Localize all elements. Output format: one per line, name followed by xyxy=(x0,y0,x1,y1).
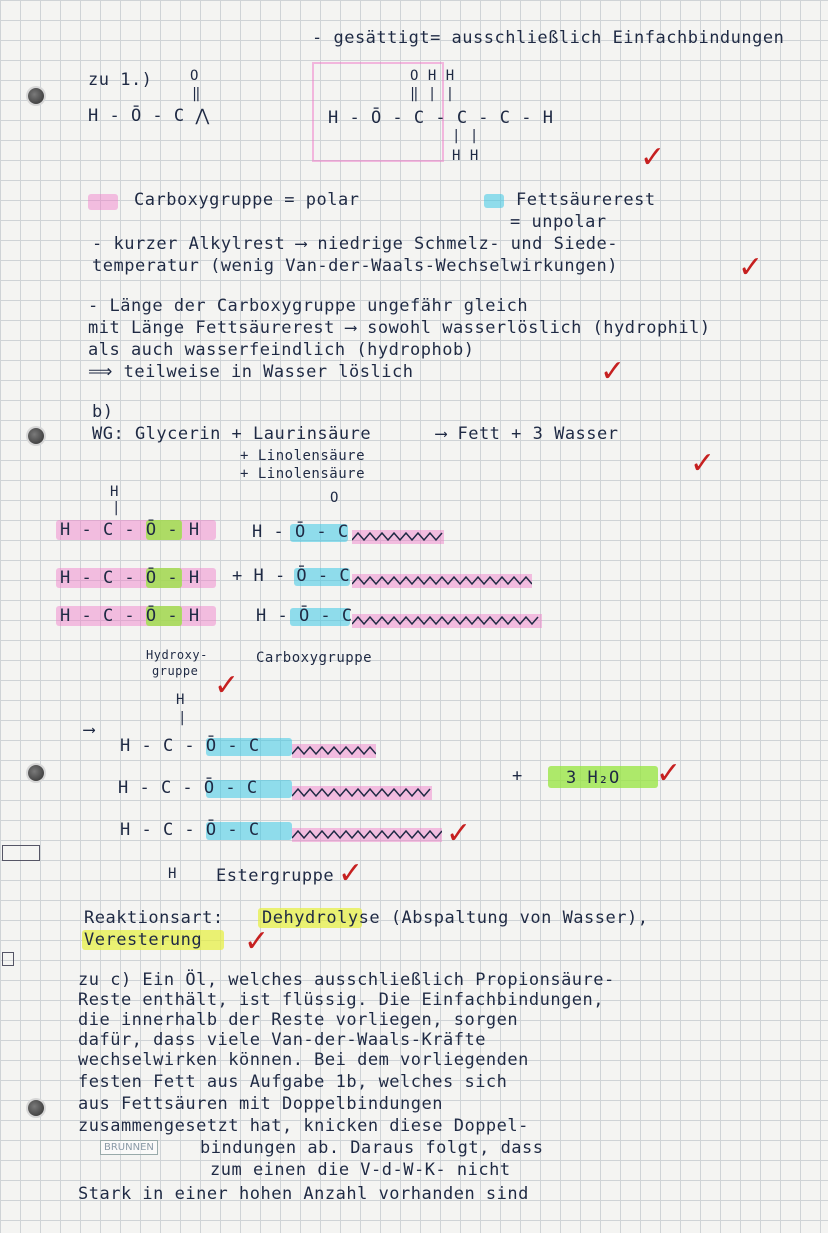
carboxy-polar: Carboxygruppe = polar xyxy=(134,190,360,210)
partc-line-2: Reste enthält, ist flüssig. Die Einfachbindungen, xyxy=(78,990,605,1010)
bond-line: | xyxy=(112,500,121,516)
big-struct-main: H - Ō - C - C - C - H xyxy=(328,108,554,128)
margin-mark xyxy=(2,952,14,966)
temperature-line: temperatur (wenig Van-der-Waals-Wechselwirkungen) xyxy=(92,256,619,276)
alkyl-chain xyxy=(292,828,442,842)
check-mark: ✓ xyxy=(690,446,716,481)
acid-row-1: H - Ō - C xyxy=(252,522,349,542)
ester-row-3: H - C - Ō - C xyxy=(120,820,260,840)
check-mark: ✓ xyxy=(738,250,764,285)
ester-bottom-H: H xyxy=(168,866,177,882)
ester-top-H: H xyxy=(176,692,185,708)
word-equation-products: ⟶ Fett + 3 Wasser xyxy=(436,424,619,444)
carboxy-label: Carboxygruppe xyxy=(256,650,373,666)
ester-row-2: H - C - Ō - C xyxy=(118,778,258,798)
struct-top-oxygen: O xyxy=(190,68,199,84)
glycerol-row-3: H - C - Ō - H xyxy=(60,606,200,626)
double-bond: ‖ xyxy=(192,86,201,102)
partc-line-11: Stark in einer hohen Anzahl vorhanden sind xyxy=(78,1184,529,1204)
saturated-note: - gesättigt= ausschließlich Einfachbindungen xyxy=(312,28,785,48)
partc-line-4: dafür, dass viele Van-der-Waals-Kräfte xyxy=(78,1030,486,1050)
alkyl-chain xyxy=(292,744,376,758)
length-line4: ⟹ teilweise in Wasser löslich xyxy=(88,362,414,382)
acid-row-2: + H - Ō - C xyxy=(232,566,351,586)
check-mark: ✓ xyxy=(244,924,270,959)
check-mark: ✓ xyxy=(446,816,472,851)
bond-lines: ‖ | | xyxy=(410,86,455,102)
plus-sign: + xyxy=(512,766,523,786)
length-line1: - Länge der Carboxygruppe ungefähr gleich xyxy=(88,296,529,316)
big-struct-bottom: H H xyxy=(452,148,479,164)
hydroxy-label-1: Hydroxy- xyxy=(146,648,208,662)
struct-main: H - Ō - C ⋀ xyxy=(88,106,210,126)
partc-line-7: aus Fettsäuren mit Doppelbindungen xyxy=(78,1094,443,1114)
alkyl-line: - kurzer Alkylrest ⟶ niedrige Schmelz- und Siede- xyxy=(92,234,619,254)
partc-line-3: die innerhalb der Reste vorliegen, sorgen xyxy=(78,1010,519,1030)
punch-hole xyxy=(28,428,44,444)
partc-line-6: festen Fett aus Aufgabe 1b, welches sich xyxy=(78,1072,508,1092)
bond-lines: | | xyxy=(452,128,479,144)
margin-mark xyxy=(2,845,40,861)
check-mark: ✓ xyxy=(600,354,626,389)
glycerol-row-2: H - C - Ō - H xyxy=(60,568,200,588)
alkyl-chain xyxy=(352,530,444,544)
hydroxy-label-2: gruppe xyxy=(152,664,199,678)
brand-logo: BRUNNEN xyxy=(100,1140,158,1155)
partc-line-9: bindungen ab. Daraus folgt, dass xyxy=(200,1138,544,1158)
fatty-acid-rest: Fettsäurerest xyxy=(516,190,656,210)
acid-oxygen: O xyxy=(330,490,339,506)
alkyl-chain xyxy=(292,786,432,800)
check-mark: ✓ xyxy=(338,856,364,891)
glycerol-top-H: H xyxy=(110,484,119,500)
part1-label: zu 1.) xyxy=(88,70,153,90)
punch-hole xyxy=(28,765,44,781)
glycerol-row-1: H - C - Ō - H xyxy=(60,520,200,540)
water-product: 3 H₂O xyxy=(566,768,620,788)
reaction-type-value: Dehydrolyse (Abspaltung von Wasser), xyxy=(262,908,649,928)
length-line3: als auch wasserfeindlich (hydrophob) xyxy=(88,340,475,360)
check-mark: ✓ xyxy=(214,668,240,703)
acid-row-3: H - Ō - C xyxy=(256,606,353,626)
linolenic-2: + Linolensäure xyxy=(240,466,366,482)
check-mark: ✓ xyxy=(640,140,666,175)
reaction-arrow: ⟶ xyxy=(84,720,95,740)
reaction-type-value-2: Veresterung xyxy=(84,930,203,950)
highlight xyxy=(484,194,504,208)
reaction-type-label: Reaktionsart: xyxy=(84,908,224,928)
partc-line-5: wechselwirken können. Bei dem vorliegenden xyxy=(78,1050,529,1070)
partc-line-10: zum einen die V-d-W-K- nicht xyxy=(210,1160,511,1180)
part-b-label: b) xyxy=(92,402,114,422)
ester-group-label: Estergruppe xyxy=(216,866,335,886)
partc-line-1: zu c) Ein Öl, welches ausschließlich Propionsäure- xyxy=(78,970,615,990)
fatty-nonpolar: = unpolar xyxy=(510,212,607,232)
length-line2: mit Länge Fettsäurerest ⟶ sowohl wasserlöslich (hydrophil) xyxy=(88,318,711,338)
punch-hole xyxy=(28,88,44,104)
linolenic-1: + Linolensäure xyxy=(240,448,366,464)
alkyl-chain xyxy=(352,614,542,628)
alkyl-chain xyxy=(352,574,532,588)
bond-line: | xyxy=(178,710,187,726)
big-struct-top: O H H xyxy=(410,68,455,84)
ester-row-1: H - C - Ō - C xyxy=(120,736,260,756)
highlight xyxy=(88,194,118,210)
word-equation: WG: Glycerin + Laurinsäure xyxy=(92,424,372,444)
check-mark: ✓ xyxy=(656,756,682,791)
partc-line-8: zusammengesetzt hat, knicken diese Doppel- xyxy=(78,1116,529,1136)
punch-hole xyxy=(28,1100,44,1116)
